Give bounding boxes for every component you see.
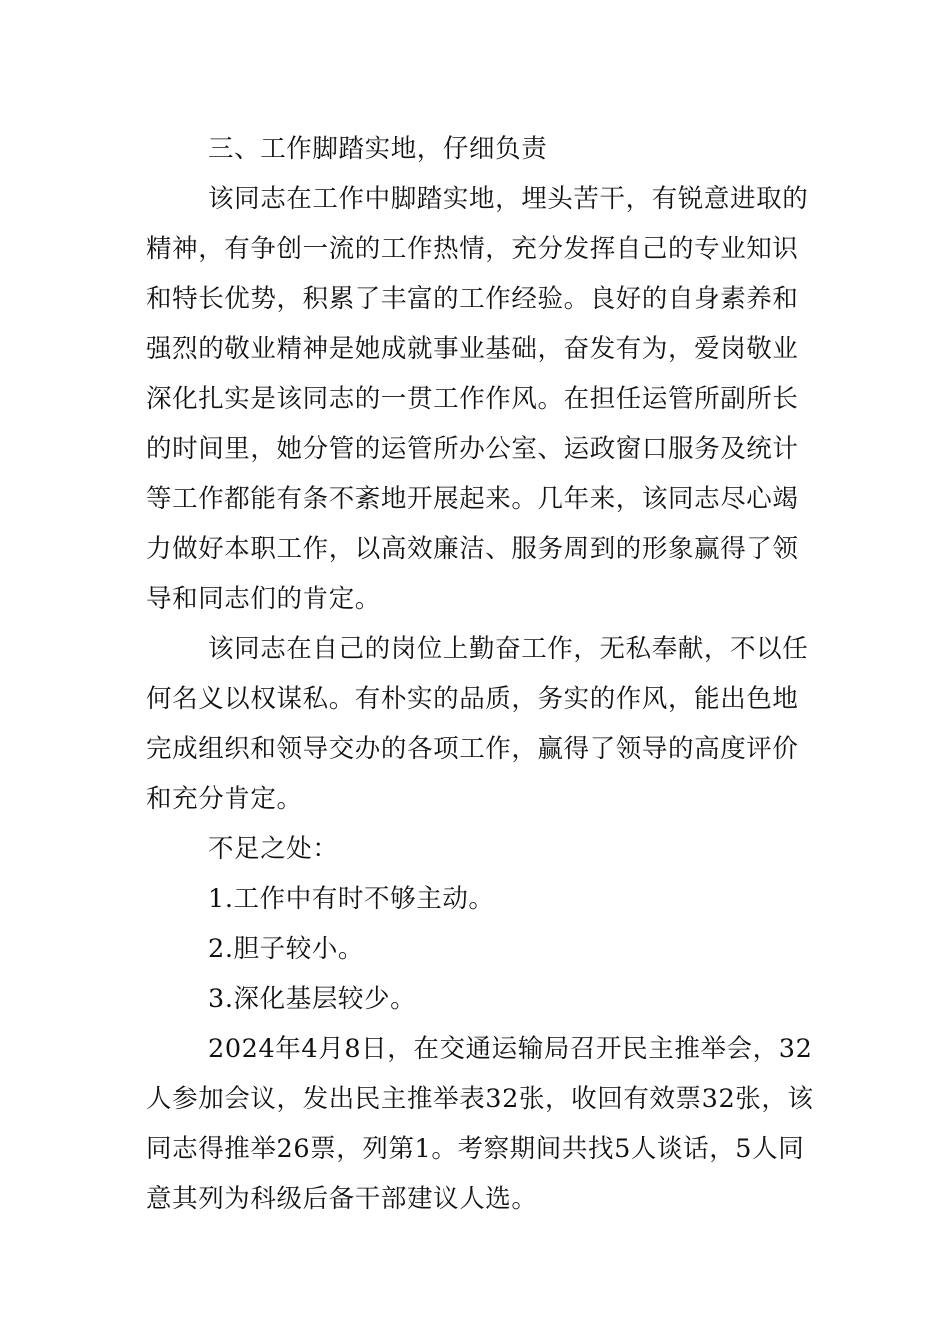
shortcoming-item-3: 3.深化基层较少。 <box>208 984 417 1014</box>
paragraph-1-line-4: 强烈的敬业精神是她成就事业基础，奋发有为，爱岗敬业 <box>146 334 799 364</box>
paragraph-1-line-8: 力做好本职工作，以高效廉洁、服务周到的形象赢得了领 <box>146 534 799 564</box>
paragraph-1-line-9: 导和同志们的肯定。 <box>146 584 381 614</box>
shortcoming-item-2: 2.胆子较小。 <box>208 934 365 964</box>
shortcoming-item-1: 1.工作中有时不够主动。 <box>208 884 495 914</box>
paragraph-2-line-2: 何名义以权谋私。有朴实的品质，务实的作风，能出色地 <box>146 684 799 714</box>
paragraph-3-line-3: 同志得推举26票，列第1。考察期间共找5人谈话，5人同 <box>146 1134 805 1164</box>
paragraph-2-line-4: 和充分肯定。 <box>146 784 303 814</box>
paragraph-1-line-6: 的时间里，她分管的运管所办公室、运政窗口服务及统计 <box>146 434 799 464</box>
paragraph-1-line-7: 等工作都能有条不紊地开展起来。几年来，该同志尽心竭 <box>146 484 799 514</box>
paragraph-1-line-3: 和特长优势，积累了丰富的工作经验。良好的自身素养和 <box>146 284 799 314</box>
paragraph-3-line-1: 2024年4月8日，在交通运输局召开民主推举会，32 <box>208 1034 813 1064</box>
paragraph-1-line-2: 精神，有争创一流的工作热情，充分发挥自己的专业知识 <box>146 234 799 264</box>
section-heading: 三、工作脚踏实地，仔细负责 <box>208 134 548 164</box>
paragraph-3-line-2: 人参加会议，发出民主推举表32张，收回有效票32张，该 <box>146 1084 814 1114</box>
paragraph-1-line-1: 该同志在工作中脚踏实地，埋头苦干，有锐意进取的 <box>208 184 809 214</box>
paragraph-2-line-1: 该同志在自己的岗位上勤奋工作，无私奉献，不以任 <box>208 634 809 664</box>
paragraph-2-line-3: 完成组织和领导交办的各项工作，赢得了领导的高度评价 <box>146 734 799 764</box>
paragraph-1-line-5: 深化扎实是该同志的一贯工作作风。在担任运管所副所长 <box>146 384 799 414</box>
shortcomings-title: 不足之处： <box>208 834 339 864</box>
paragraph-3-line-4: 意其列为科级后备干部建议人选。 <box>146 1184 538 1214</box>
